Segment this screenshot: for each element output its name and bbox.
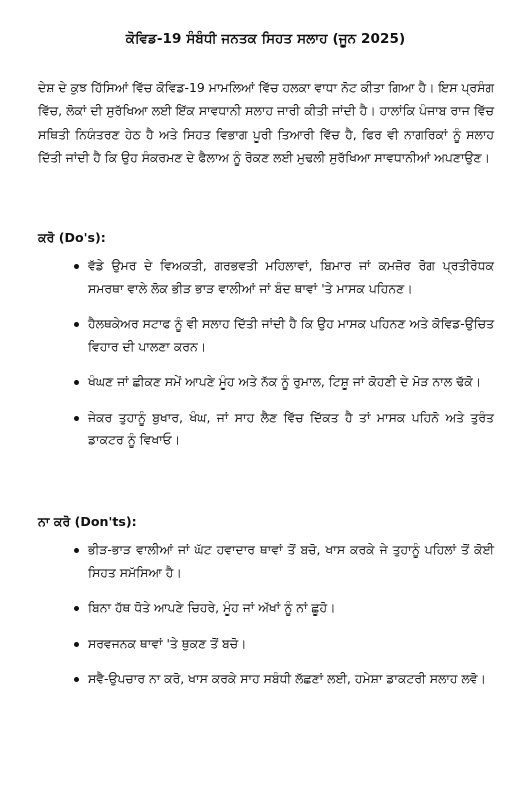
bullet-icon <box>74 606 79 611</box>
bullet-icon <box>74 416 79 421</box>
dos-list <box>74 255 494 465</box>
list-item <box>74 371 494 394</box>
list-item <box>74 668 494 691</box>
bullet-icon <box>74 322 79 327</box>
list-item-text: ਸਵੈ-ਉਪਚਾਰ ਨਾ ਕਰੋ, ਖਾਸ ਕਰਕੇ ਸਾਹ ਸਬੰਧੀ ਲੱਛਣਾਂ ਲਈ, ਹਮੇਸ਼ਾ ਡਾਕਟਰੀ ਸਲਾਹ ਲਵੋ। <box>88 671 486 686</box>
bullet-icon <box>74 264 79 269</box>
list-item-text: ਹੈਲਥਕੇਅਰ ਸਟਾਫ ਨੂੰ ਵੀ ਸਲਾਹ ਦਿੱਤੀ ਜਾਂਦੀ ਹੈ ਕਿ ਉਹ ਮਾਸਕ ਪਹਿਨਣ ਅਤੇ ਕੋਵਿਡ-ਉਚਿਤ ਵਿਹਾਰ ਦੀ ਪਾਲਣਾ ਕਰਨ। <box>88 316 494 354</box>
donts-heading: ਨਾ ਕਰੋ (Don'ts): <box>38 514 137 529</box>
list-item-text: ਜੇਕਰ ਤੁਹਾਨੂੰ ਬੁਖਾਰ, ਖੰਘ, ਜਾਂ ਸਾਹ ਲੈਣ ਵਿੱਚ ਦਿੱਕਤ ਹੈ ਤਾਂ ਮਾਸਕ ਪਹਿਨੋ ਅਤੇ ਤੁਰੰਤ ਡਾਕਟਰ ਨੂੰ ਵਿਖਾਓ। <box>88 409 494 447</box>
list-item <box>74 313 494 358</box>
list-item <box>74 539 494 584</box>
list-item <box>74 633 494 656</box>
list-item-text: ਵੱਡੇ ਉਮਰ ਦੇ ਵਿਅਕਤੀ, ਗਰਭਵਤੀ ਮਹਿਲਾਵਾਂ, ਬਿਮਾਰ ਜਾਂ ਕਮਜ਼ੋਰ ਰੋਗ ਪ੍ਰਤੀਰੋਧਕ ਸਮਰਥਾ ਵਾਲੇ ਲੋਕ ਭੀੜ ਭਾੜ ਵਾਲੀਆਂ ਜਾਂ ਬੰਦ ਥਾਵਾਂ 'ਤੇ ਮਾਸਕ ਪਹਿਨਣ। <box>88 258 494 296</box>
bullet-icon <box>74 642 79 647</box>
list-item <box>74 597 494 620</box>
bullet-icon <box>74 548 79 553</box>
list-item-text: ਸਰਵਜਨਕ ਥਾਵਾਂ 'ਤੇ ਥੁਕਣ ਤੋਂ ਬਚੋ। <box>88 635 247 651</box>
document-title: ਕੋਵਿਡ-19 ਸੰਬੰਧੀ ਜਨਤਕ ਸਿਹਤ ਸਲਾਹ (ਜੂਨ 2025) <box>125 31 406 47</box>
bullet-icon <box>74 380 79 385</box>
intro-paragraph: ਦੇਸ਼ ਦੇ ਕੁਝ ਹਿੱਸਿਆਂ ਵਿੱਚ ਕੋਵਿਡ-19 ਮਾਮਲਿਆਂ ਵਿੱਚ ਹਲਕਾ ਵਾਧਾ ਨੋਟ ਕੀਤਾ ਗਿਆ ਹੈ। ਇਸ ਪ੍ਰਸੰਗ ਵਿੱਚ, ਲੋਕਾਂ ਦੀ ਸੁਰੱਖਿਆ ਲਈ ਇੱਕ ਸਾਵਧਾਨੀ ਸਲਾਹ ਜਾਰੀ ਕੀਤੀ ਜਾਂਦੀ ਹੈ। ਹਾਲਾਂਕਿ ਪੰਜਾਬ ਰਾਜ ਵਿੱਚ ਸਥਿਤੀ ਨਿਯੰਤਰਣ ਹੇਠ ਹੈ ਅਤੇ ਸਿਹਤ ਵਿਭਾਗ ਪੂਰੀ ਤਿਆਰੀ ਵਿੱਚ ਹੈ, ਫਿਰ ਵੀ ਨਾਗਰਿਕਾਂ ਨੂੰ ਸਲਾਹ ਦਿੱਤੀ ਜਾਂਦੀ ਹੈ ਕਿ ਉਹ ਸੰਕਰਮਣ ਦੇ ਫੈਲਾਅ ਨੂੰ ਰੋਕਣ ਲਈ ਮੁਢਲੀ ਸੁਰੱਖਿਆ ਸਾਵਧਾਨੀਆਂ ਅਪਣਾਉਣ। <box>38 80 494 165</box>
dos-heading: ਕਰੋ (Do's): <box>38 230 106 245</box>
list-item-text: ਭੀੜ-ਭਾੜ ਵਾਲੀਆਂ ਜਾਂ ਘੱਟ ਹਵਾਦਾਰ ਥਾਵਾਂ ਤੋਂ ਬਚੋ, ਖਾਸ ਕਰਕੇ ਜੇ ਤੁਹਾਨੂੰ ਪਹਿਲਾਂ ਤੋਂ ਕੋਈ ਸਿਹਤ ਸਮੱਸਿਆ ਹੈ। <box>88 542 494 580</box>
list-item <box>74 407 494 452</box>
list-item-text: ਖੰਘਣ ਜਾਂ ਛੀਕਣ ਸਮੇਂ ਆਪਣੇ ਮੂੰਹ ਅਤੇ ਨੱਕ ਨੂੰ ਰੁਮਾਲ, ਟਿਸ਼ੂ ਜਾਂ ਕੋਹਣੀ ਦੇ ਮੋੜ ਨਾਲ ਢੱਕੋ। <box>88 374 482 389</box>
list-item <box>74 255 494 300</box>
list-item-text: ਬਿਨਾ ਹੱਥ ਧੋਤੇ ਆਪਣੇ ਚਿਹਰੇ, ਮੂੰਹ ਜਾਂ ਅੱਖਾਂ ਨੂੰ ਨਾਂ ਛੂਹੋ। <box>88 600 336 615</box>
donts-list <box>74 539 494 704</box>
bullet-icon <box>74 677 79 682</box>
